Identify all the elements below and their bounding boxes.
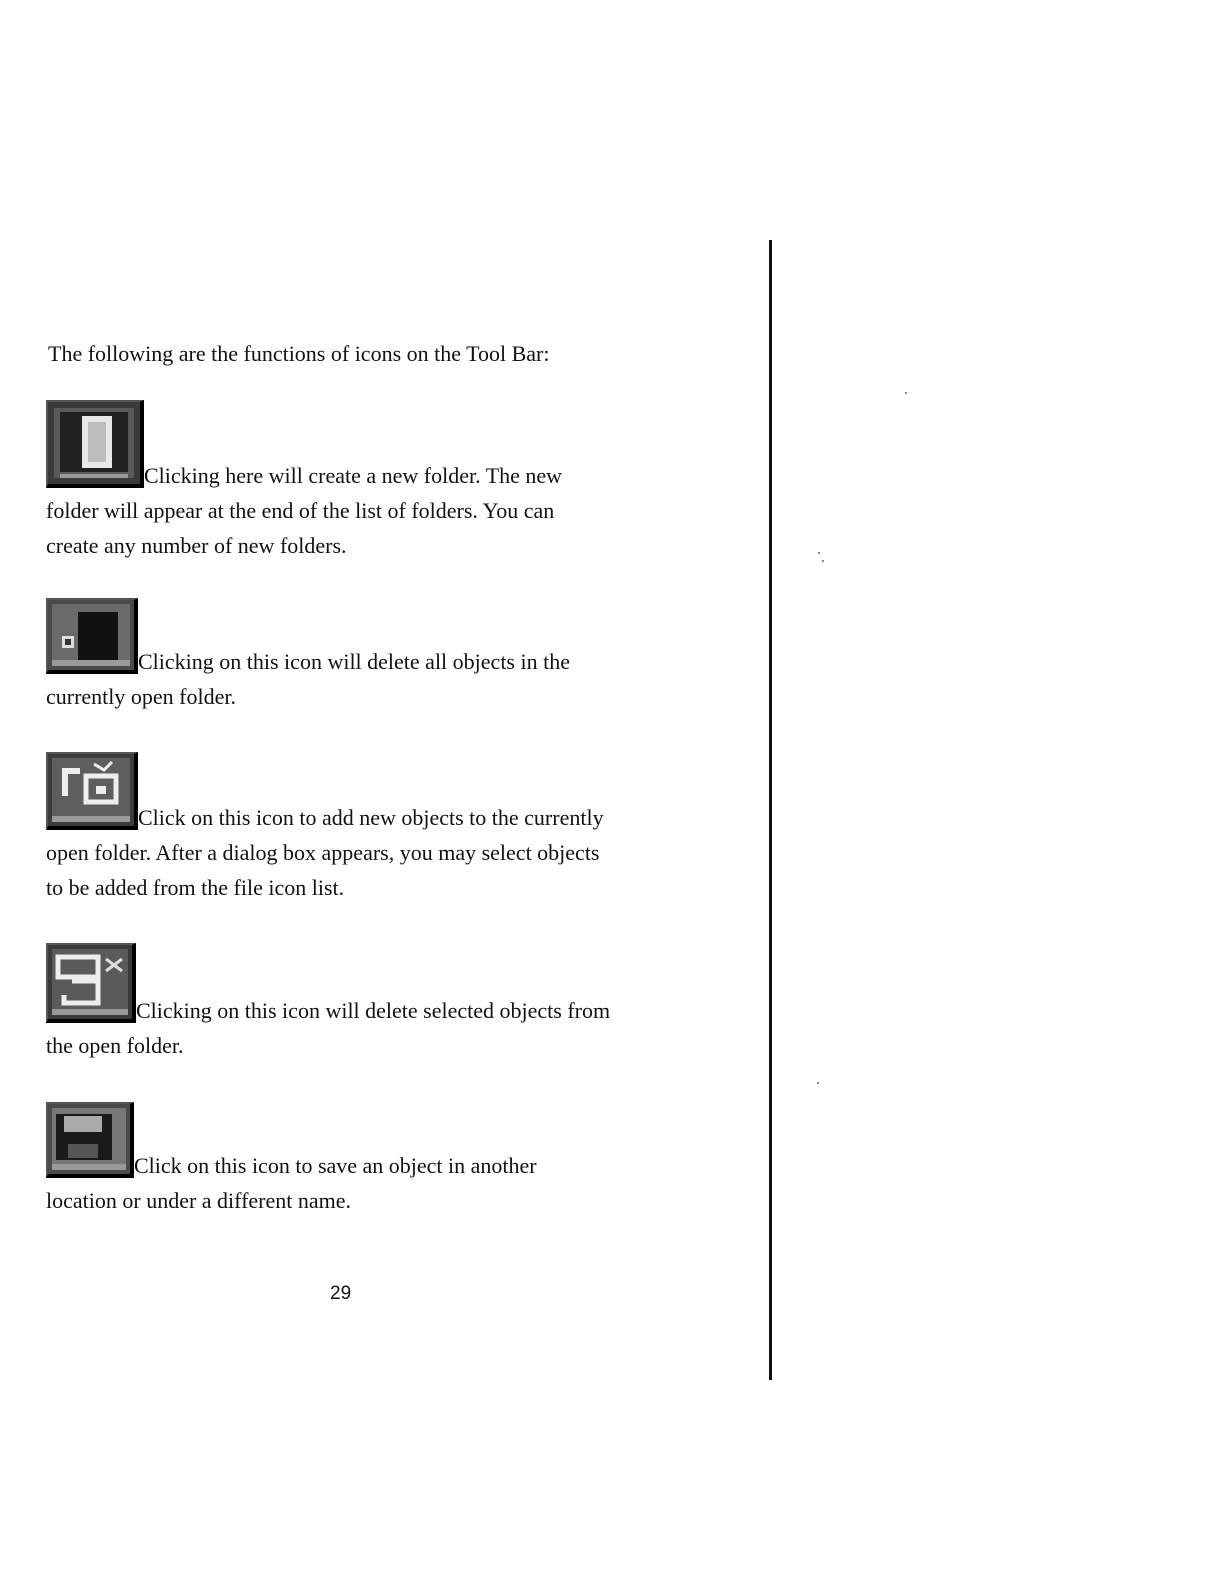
entry-first-line: Click on this icon to save an object in another bbox=[134, 1153, 537, 1178]
scan-speck bbox=[817, 1082, 819, 1084]
entry-line: the open folder. bbox=[46, 1033, 184, 1058]
page-number: 29 bbox=[330, 1283, 352, 1304]
add-objects-icon bbox=[46, 752, 138, 830]
new-folder-icon bbox=[46, 400, 144, 488]
toolbar-entry-save-as bbox=[46, 1102, 686, 1218]
entry-first-line: Clicking on this icon will delete all objects in the bbox=[138, 649, 570, 674]
toolbar-entry-add-objects bbox=[46, 752, 686, 905]
binding-line bbox=[769, 240, 772, 1380]
entry-line: location or under a different name. bbox=[46, 1188, 352, 1213]
delete-all-objects-icon bbox=[46, 598, 138, 674]
toolbar-entry-delete-all bbox=[46, 598, 686, 714]
entry-first-line: Click on this icon to add new objects to the currently bbox=[138, 805, 604, 830]
toolbar-entry-new-folder bbox=[46, 400, 686, 563]
entry-first-line: Clicking on this icon will delete selected objects from bbox=[136, 998, 611, 1023]
entry-line: currently open folder. bbox=[46, 684, 236, 709]
entry-line: create any number of new folders. bbox=[46, 533, 347, 558]
save-as-icon bbox=[46, 1102, 134, 1178]
entry-line: folder will appear at the end of the list of folders. You can bbox=[46, 498, 555, 523]
scan-speck bbox=[822, 560, 824, 562]
entry-line: to be added from the file icon list. bbox=[46, 875, 345, 900]
entry-line: open folder. After a dialog box appears, you may select objects bbox=[46, 840, 600, 865]
toolbar-entry-delete-selected bbox=[46, 943, 686, 1063]
scan-speck bbox=[905, 392, 907, 394]
scan-speck bbox=[818, 552, 820, 554]
entry-first-line: Clicking here will create a new folder. The new bbox=[144, 463, 563, 488]
delete-selected-objects-icon bbox=[46, 943, 136, 1023]
intro-text: The following are the functions of icons on the Tool Bar: bbox=[48, 341, 550, 366]
